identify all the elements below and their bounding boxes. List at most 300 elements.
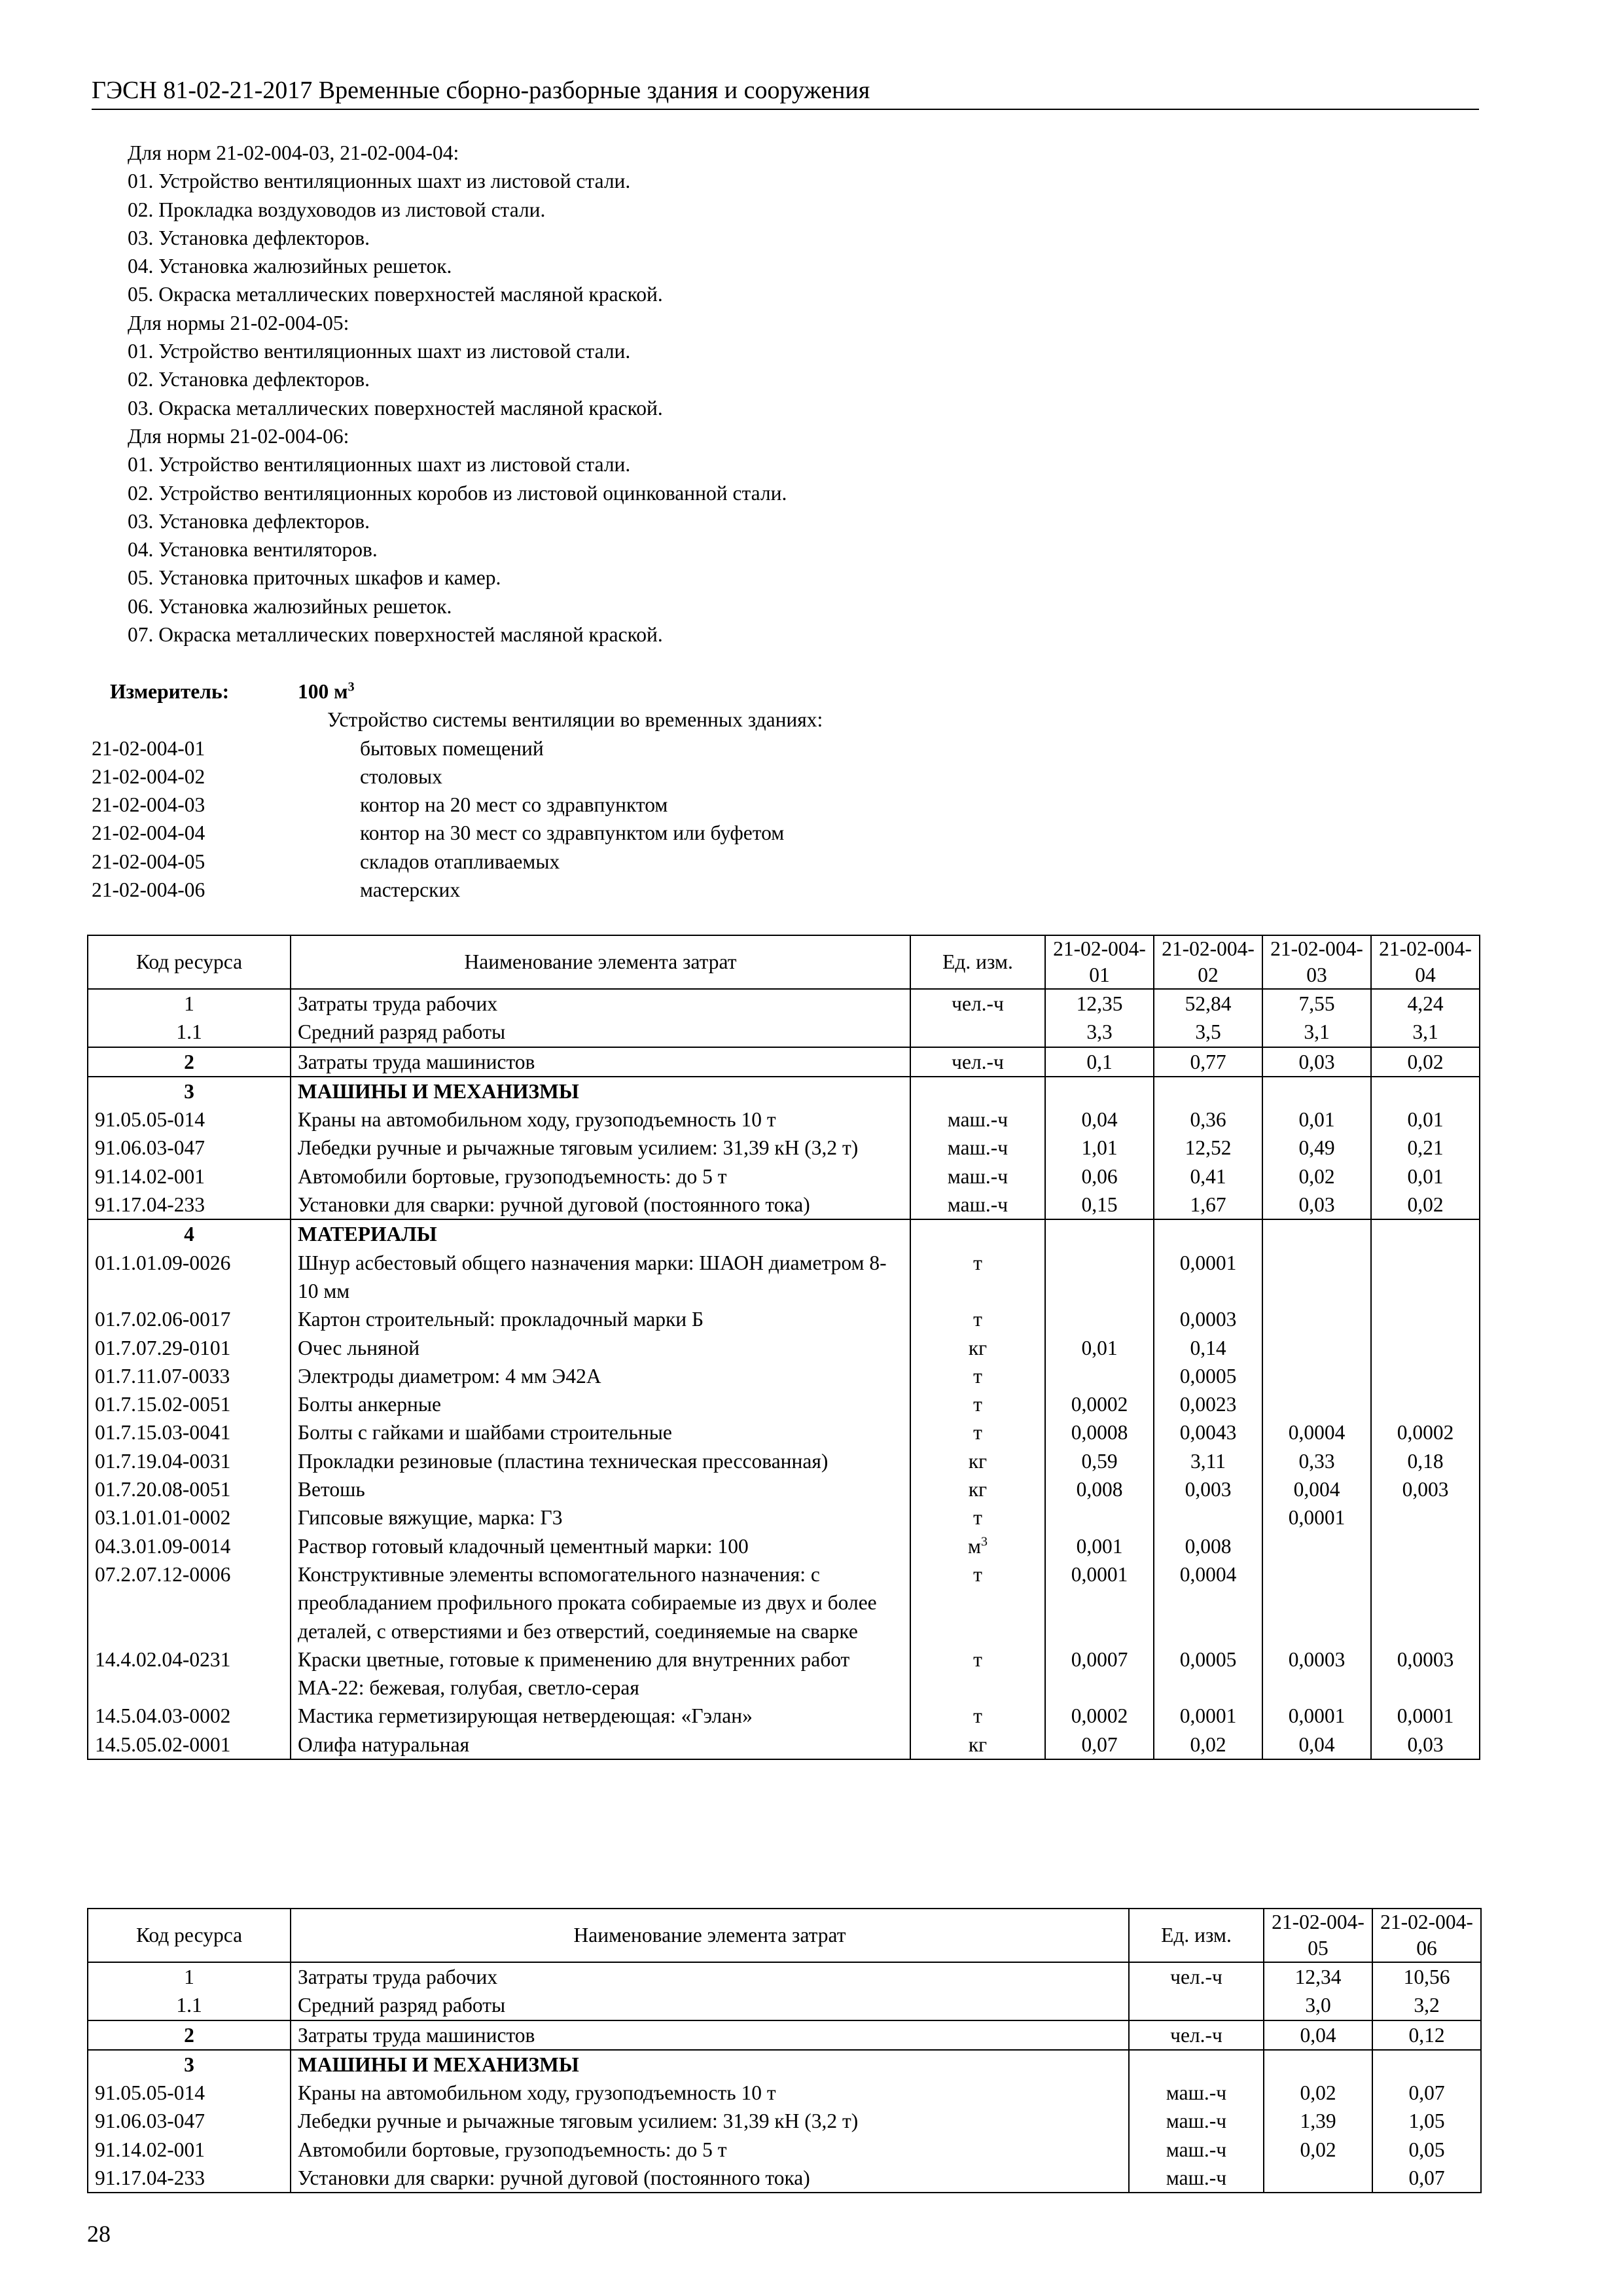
resource-name: Ветошь [291,1475,910,1503]
norm-title: столовых [360,764,442,788]
unit-cell [910,989,1045,1018]
column-header: 21-02-004-02 [1154,935,1262,989]
norm-value [1262,1077,1371,1105]
norm-value: 0,04 [1264,2020,1372,2050]
norm-value [1262,1305,1371,1333]
table-row [88,1018,1480,1047]
unit-text: т [973,1506,982,1530]
resource-name: Автомобили бортовые, грузоподъемность: до 5 т [291,1162,910,1191]
norm-value: 0,0001 [1371,1702,1480,1730]
resource-name: Средний разряд работы [291,1991,1129,2020]
norm-value [1154,1503,1262,1532]
norm-value: 0,01 [1262,1105,1371,1134]
table-row [88,1475,1480,1503]
unit-text: маш.-ч [947,1193,1008,1217]
table-row [88,1334,1480,1362]
unit-text: кг [968,1478,988,1501]
table-row [88,2079,1481,2107]
norm-value: 0,01 [1045,1334,1154,1362]
unit-text: т [973,1421,982,1444]
norm-value: 0,03 [1262,1047,1371,1077]
unit-text: маш.-ч [1166,2109,1227,2133]
composition-line: 03. Установка дефлекторов. [128,226,370,249]
norm-value [1371,1362,1480,1390]
norm-value: 0,003 [1371,1475,1480,1503]
resource-code: 01.7.11.07-0033 [88,1362,291,1390]
page-number: 28 [87,2221,111,2247]
resource-name: Очес льняной [291,1334,910,1362]
unit-text: т [973,1393,982,1416]
resource-code: 04.3.01.09-0014 [88,1532,291,1560]
resource-code: 1 [88,1962,291,1991]
norm-value: 0,003 [1154,1475,1262,1503]
unit-cell [910,1418,1045,1446]
unit-cell [1129,2050,1264,2079]
norm-item [92,762,1479,791]
norm-value: 0,0043 [1154,1418,1262,1446]
resource-name: Краны на автомобильном ходу, грузоподъемность 10 т [291,2079,1129,2107]
resource-name: Средний разряд работы [291,1018,910,1047]
unit-cell [910,1447,1045,1475]
norm-value: 0,001 [1045,1532,1154,1560]
resource-code: 1.1 [88,1991,291,2020]
table-row [88,1219,1480,1248]
norm-value [1371,1305,1480,1333]
resource-name: Краны на автомобильном ходу, грузоподъемность 10 т [291,1105,910,1134]
norm-value [1371,1503,1480,1532]
table-row [88,1991,1481,2020]
norm-code: 21-02-004-03 [92,793,205,817]
composition-line: Для норм 21-02-004-03, 21-02-004-04: [128,141,459,164]
resource-code: 2 [88,2020,291,2050]
resource-name: Гипсовые вяжущие, марка: Г3 [291,1503,910,1532]
norm-value [1045,1249,1154,1306]
norm-value: 0,0003 [1154,1305,1262,1333]
norm-value: 0,18 [1371,1447,1480,1475]
table-row [88,2136,1481,2164]
resource-code: 4 [88,1219,291,1248]
norm-value: 0,07 [1372,2164,1481,2193]
norm-value [1371,1219,1480,1248]
composition-line: 06. Установка жалюзийных решеток. [128,594,452,618]
unit-text: маш.-ч [947,1136,1008,1160]
norm-value: 0,02 [1371,1191,1480,1219]
resource-code: 91.06.03-047 [88,1134,291,1162]
resource-code: 91.05.05-014 [88,1105,291,1134]
resource-name: Лебедки ручные и рычажные тяговым усилием: 31,39 кН (3,2 т) [291,2107,1129,2135]
resource-name: Шнур асбестовый общего назначения марки: ШАОН диаметром 8-10 мм [291,1249,910,1306]
table-row [88,1249,1480,1306]
resource-name: Затраты труда рабочих [291,989,910,1018]
column-header: Ед. изм. [1129,1909,1264,1962]
norm-code: 21-02-004-02 [92,764,205,788]
norm-value: 0,01 [1371,1162,1480,1191]
composition-line: 01. Устройство вентиляционных шахт из листовой стали. [128,453,631,476]
resource-table-2 [87,1908,1482,2193]
resource-code: 91.14.02-001 [88,1162,291,1191]
resource-name: Картон строительный: прокладочный марки Б [291,1305,910,1333]
norm-value: 3,5 [1154,1018,1262,1047]
resource-name: Болты с гайками и шайбами строительные [291,1418,910,1446]
norm-value: 0,03 [1262,1191,1371,1219]
norm-value: 0,04 [1262,1731,1371,1759]
table-row [88,1134,1480,1162]
norm-item [92,734,1479,762]
unit-cell [910,1334,1045,1362]
norm-code: 21-02-004-06 [92,878,205,902]
table-row [88,1418,1480,1446]
unit-cell [910,1503,1045,1532]
norm-code: 21-02-004-01 [92,736,205,760]
resource-code: 07.2.07.12-0006 [88,1560,291,1645]
norm-value: 0,15 [1045,1191,1154,1219]
unit-text: т [973,1251,982,1274]
norm-value: 0,0001 [1154,1249,1262,1306]
unit-cell [910,1105,1045,1134]
norm-value: 0,07 [1372,2079,1481,2107]
measure-label: Измеритель: [110,680,230,703]
norm-value: 0,0002 [1045,1702,1154,1730]
norm-value: 0,004 [1262,1475,1371,1503]
norm-value: 1,01 [1045,1134,1154,1162]
norm-value [1262,1532,1371,1560]
table-row [88,1731,1480,1759]
column-header: Наименование элемента затрат [291,1909,1129,1962]
norm-value: 0,008 [1154,1532,1262,1560]
resource-code: 91.06.03-047 [88,2107,291,2135]
norm-item [92,819,1479,847]
resource-code: 14.5.04.03-0002 [88,1702,291,1730]
norm-value: 12,35 [1045,989,1154,1018]
unit-superscript: 3 [980,1534,988,1549]
norm-item [92,791,1479,819]
resource-name: Конструктивные элементы вспомогательного назначения: с преобладанием профильного проката собираемые из двух и более деталей, с отверстиями и без отверстий, соединяемые на сварке [291,1560,910,1645]
norm-value: 0,0001 [1154,1702,1262,1730]
composition-line: 02. Прокладка воздуховодов из листовой стали. [128,198,546,221]
norm-value [1372,2050,1481,2079]
unit-cell [910,1731,1045,1759]
unit-cell [910,1475,1045,1503]
resource-table-1 [87,935,1480,1760]
resource-name: Затраты труда рабочих [291,1962,1129,1991]
measure-block [92,677,1479,904]
norm-value: 0,02 [1262,1162,1371,1191]
norm-value: 0,0002 [1371,1418,1480,1446]
resource-name: МАШИНЫ И МЕХАНИЗМЫ [291,2050,1129,2079]
unit-text: маш.-ч [1166,2166,1227,2190]
norm-value [1371,1390,1480,1418]
norm-value: 1,67 [1154,1191,1262,1219]
table-row [88,1702,1480,1730]
unit-text: т [973,1647,982,1671]
table-row [88,1560,1480,1645]
resource-name: Мастика герметизирующая нетвердеющая: «Гэлан» [291,1702,910,1730]
resource-code: 01.7.15.02-0051 [88,1390,291,1418]
composition-line: 03. Установка дефлекторов. [128,509,370,533]
norm-value [1045,1219,1154,1248]
unit-cell [1129,2020,1264,2050]
norm-value [1264,2164,1372,2193]
norm-value [1262,1249,1371,1306]
unit-cell [910,1702,1045,1730]
resource-name: МАТЕРИАЛЫ [291,1219,910,1248]
norm-value: 0,0005 [1154,1362,1262,1390]
unit-text: маш.-ч [947,1108,1008,1132]
resource-code: 01.7.07.29-0101 [88,1334,291,1362]
norm-value: 0,04 [1045,1105,1154,1134]
resource-name: Затраты труда машинистов [291,2020,1129,2050]
norm-value: 0,77 [1154,1047,1262,1077]
norm-value: 0,008 [1045,1475,1154,1503]
norm-title: контор на 30 мест со здравпунктом или буфетом [360,821,785,845]
norm-value: 7,55 [1262,989,1371,1018]
norm-value: 0,0004 [1262,1418,1371,1446]
resource-code: 3 [88,1077,291,1105]
norm-value [1154,1077,1262,1105]
unit-cell [910,1219,1045,1248]
norm-value: 0,21 [1371,1134,1480,1162]
column-header: Ед. изм. [910,935,1045,989]
composition-line: Для нормы 21-02-004-05: [128,311,349,334]
table-header-row [88,1909,1481,1962]
norm-value: 0,14 [1154,1334,1262,1362]
resource-name: Установки для сварки: ручной дуговой (постоянного тока) [291,1191,910,1219]
table-row [88,1077,1480,1105]
norm-value: 0,0023 [1154,1390,1262,1418]
norm-value: 10,56 [1372,1962,1481,1991]
norm-value: 0,07 [1045,1731,1154,1759]
resource-name: Болты анкерные [291,1390,910,1418]
unit-cell [1129,1962,1264,1991]
composition-line: 05. Установка приточных шкафов и камер. [128,566,501,590]
resource-name: Прокладки резиновые (пластина техническая прессованная) [291,1447,910,1475]
norm-value: 0,0001 [1262,1503,1371,1532]
column-header: 21-02-004-01 [1045,935,1154,989]
norm-value: 0,0008 [1045,1418,1154,1446]
table-row [88,1532,1480,1560]
table-row [88,2164,1481,2193]
resource-name: Олифа натуральная [291,1731,910,1759]
unit-cell [910,1191,1045,1219]
column-header: Код ресурса [88,1909,291,1962]
unit-cell [1129,2107,1264,2135]
norm-value: 3,1 [1371,1018,1480,1047]
norm-value [1154,1219,1262,1248]
page-header: ГЭСН 81-02-21-2017 Временные сборно-разборные здания и сооружения [92,73,1479,110]
norm-value [1371,1077,1480,1105]
measure-heading: Устройство системы вентиляции во временных зданиях: [327,708,823,732]
norm-value [1262,1560,1371,1645]
composition-line: 07. Окраска металлических поверхностей масляной краской. [128,623,663,647]
measure-unit [298,677,355,706]
composition-line: 03. Окраска металлических поверхностей масляной краской. [128,396,663,420]
norm-value [1264,2050,1372,2079]
unit-cell [910,1645,1045,1702]
norm-value: 0,06 [1045,1162,1154,1191]
norm-value: 0,0004 [1154,1560,1262,1645]
norm-value: 1,05 [1372,2107,1481,2135]
composition-line: 01. Устройство вентиляционных шахт из листовой стали. [128,170,631,193]
norm-value: 0,0005 [1154,1645,1262,1702]
table-row [88,1645,1480,1702]
composition-line: 05. Окраска металлических поверхностей масляной краской. [128,283,663,306]
unit-text: т [973,1308,982,1331]
unit-cell [910,1560,1045,1645]
norm-value: 0,41 [1154,1162,1262,1191]
norm-value: 52,84 [1154,989,1262,1018]
norm-value [1045,1503,1154,1532]
unit-text: т [973,1704,982,1728]
norm-value: 3,1 [1262,1018,1371,1047]
column-header: 21-02-004-04 [1371,935,1480,989]
resource-code: 01.7.20.08-0051 [88,1475,291,1503]
resource-code: 1.1 [88,1018,291,1047]
unit-cell [910,1532,1045,1560]
norm-value: 1,39 [1264,2107,1372,2135]
table-row [88,1503,1480,1532]
resource-name: Раствор готовый кладочный цементный марки: 100 [291,1532,910,1560]
norm-value: 12,52 [1154,1134,1262,1162]
unit-text: маш.-ч [1166,2138,1227,2161]
norm-title: мастерских [360,878,461,902]
unit-text: кг [968,1732,988,1756]
table-row [88,1390,1480,1418]
norm-value: 0,01 [1371,1105,1480,1134]
table-row [88,1362,1480,1390]
composition-line: Для нормы 21-02-004-06: [128,424,349,448]
unit-text: чел.-ч [952,992,1004,1015]
unit-cell [910,1305,1045,1333]
resource-name: Лебедки ручные и рычажные тяговым усилием: 31,39 кН (3,2 т) [291,1134,910,1162]
resource-name: Электроды диаметром: 4 мм Э42А [291,1362,910,1390]
unit-cell [910,1362,1045,1390]
unit-text: маш.-ч [1166,2081,1227,2105]
column-header: 21-02-004-03 [1262,935,1371,989]
unit-cell [1129,2079,1264,2107]
norm-value: 0,02 [1264,2079,1372,2107]
composition-line: 01. Устройство вентиляционных шахт из листовой стали. [128,340,631,363]
resource-code: 01.7.15.03-0041 [88,1418,291,1446]
norm-title: складов отапливаемых [360,850,560,873]
unit-cell [910,1249,1045,1306]
table-row [88,2020,1481,2050]
column-header: Код ресурса [88,935,291,989]
norm-value: 0,0003 [1262,1645,1371,1702]
norm-value [1371,1249,1480,1306]
norm-value [1045,1305,1154,1333]
unit-text: чел.-ч [1170,1965,1222,1988]
norm-value: 0,02 [1371,1047,1480,1077]
resource-code: 91.17.04-233 [88,1191,291,1219]
unit-text: м [968,1534,981,1558]
table-row [88,1447,1480,1475]
norm-value: 0,1 [1045,1047,1154,1077]
norm-value: 3,2 [1372,1991,1481,2020]
norm-value: 0,02 [1154,1731,1262,1759]
work-composition [128,139,1476,649]
norm-value [1262,1390,1371,1418]
unit-text: т [973,1562,982,1586]
table-row [88,2107,1481,2135]
table-row [88,989,1480,1018]
norm-code: 21-02-004-04 [92,821,205,845]
norm-value: 0,0001 [1262,1702,1371,1730]
resource-code: 91.14.02-001 [88,2136,291,2164]
norm-value: 0,03 [1371,1731,1480,1759]
table-row [88,1962,1481,1991]
norm-value [1045,1077,1154,1105]
unit-cell [910,1162,1045,1191]
norm-value [1262,1362,1371,1390]
norm-value [1262,1334,1371,1362]
resource-code: 91.05.05-014 [88,2079,291,2107]
resource-name: Краски цветные, готовые к применению для внутренних работ МА-22: бежевая, голубая, светло-серая [291,1645,910,1702]
resource-code: 03.1.01.01-0002 [88,1503,291,1532]
norm-title: бытовых помещений [360,736,544,760]
norm-value [1371,1560,1480,1645]
table-row [88,1305,1480,1333]
norm-value: 0,0003 [1371,1645,1480,1702]
norm-value: 0,02 [1264,2136,1372,2164]
resource-code: 1 [88,989,291,1018]
norm-value [1262,1219,1371,1248]
resource-name: МАШИНЫ И МЕХАНИЗМЫ [291,1077,910,1105]
norm-value: 4,24 [1371,989,1480,1018]
norm-value [1371,1334,1480,1362]
resource-code: 3 [88,2050,291,2079]
unit-cell [910,1077,1045,1105]
unit-cell [910,1390,1045,1418]
resource-name: Затраты труда машинистов [291,1047,910,1077]
norm-value: 0,0001 [1045,1560,1154,1645]
resource-name: Установки для сварки: ручной дуговой (постоянного тока) [291,2164,1129,2193]
resource-code: 2 [88,1047,291,1077]
table-row [88,1162,1480,1191]
resource-code: 14.4.02.04-0231 [88,1645,291,1702]
unit-cell [910,1047,1045,1077]
norm-value: 0,05 [1372,2136,1481,2164]
measure-unit-sup: 3 [348,679,355,694]
norm-value: 0,49 [1262,1134,1371,1162]
resource-code: 01.7.02.06-0017 [88,1305,291,1333]
unit-text: кг [968,1449,988,1473]
resource-code: 01.7.19.04-0031 [88,1447,291,1475]
norm-value [1371,1532,1480,1560]
composition-line: 02. Устройство вентиляционных коробов из листовой оцинкованной стали. [128,481,787,505]
table-row [88,1105,1480,1134]
unit-cell [1129,2136,1264,2164]
norm-value [1045,1362,1154,1390]
unit-cell [1129,2164,1264,2193]
norm-value: 0,33 [1262,1447,1371,1475]
norm-item [92,876,1479,904]
resource-name: Автомобили бортовые, грузоподъемность: до 5 т [291,2136,1129,2164]
norm-value: 0,0002 [1045,1390,1154,1418]
resource-code: 01.1.01.09-0026 [88,1249,291,1306]
unit-text: чел.-ч [1170,2023,1222,2047]
unit-text: чел.-ч [952,1050,1004,1073]
norm-value: 0,12 [1372,2020,1481,2050]
table-row [88,1191,1480,1219]
column-header: 21-02-004-06 [1372,1909,1481,1962]
resource-code: 14.5.05.02-0001 [88,1731,291,1759]
norm-value: 3,3 [1045,1018,1154,1047]
norm-value: 3,11 [1154,1447,1262,1475]
unit-cell [910,1134,1045,1162]
composition-line: 04. Установка вентиляторов. [128,538,378,562]
norm-value: 3,0 [1264,1991,1372,2020]
table-header-row [88,935,1480,989]
